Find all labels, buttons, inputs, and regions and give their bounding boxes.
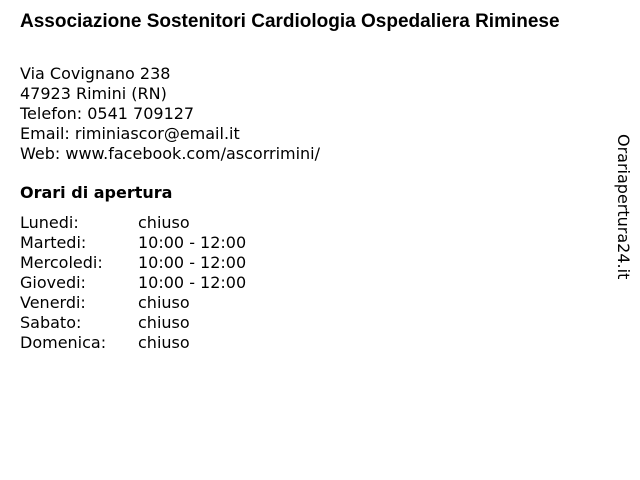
day-hours: chiuso xyxy=(138,333,190,352)
contact-info xyxy=(20,64,320,164)
hours-row-sunday xyxy=(20,333,246,353)
day-hours: chiuso xyxy=(138,293,190,312)
day-hours: 10:00 - 12:00 xyxy=(138,233,247,252)
website: Web: www.facebook.com/ascorrimini/ xyxy=(20,144,321,163)
email-address: Email: riminiascor@email.it xyxy=(20,124,240,143)
day-hours: 10:00 - 12:00 xyxy=(138,253,247,272)
day-label: Martedi: xyxy=(20,233,87,252)
city-address: 47923 Rimini (RN) xyxy=(20,84,167,103)
site-watermark: Orariapertura24.it xyxy=(614,134,633,280)
street-address: Via Covignano 238 xyxy=(20,64,171,83)
day-hours: chiuso xyxy=(138,313,190,332)
day-label: Venerdi: xyxy=(20,293,86,312)
day-label: Domenica: xyxy=(20,333,107,352)
opening-hours-heading: Orari di apertura xyxy=(20,183,173,202)
business-name: Associazione Sostenitori Cardiologia Ospedaliera Riminese xyxy=(20,11,560,32)
day-label: Sabato: xyxy=(20,313,82,332)
day-hours: chiuso xyxy=(138,213,190,232)
day-label: Giovedi: xyxy=(20,273,86,292)
hours-row-tuesday xyxy=(20,233,246,253)
hours-row-thursday xyxy=(20,273,246,293)
hours-row-monday xyxy=(20,213,246,233)
hours-row-friday xyxy=(20,293,246,313)
opening-hours-table xyxy=(20,213,246,353)
hours-row-wednesday xyxy=(20,253,246,273)
day-label: Lunedi: xyxy=(20,213,79,232)
hours-row-saturday xyxy=(20,313,246,333)
day-label: Mercoledi: xyxy=(20,253,103,272)
phone-number: Telefon: 0541 709127 xyxy=(20,104,195,123)
day-hours: 10:00 - 12:00 xyxy=(138,273,247,292)
